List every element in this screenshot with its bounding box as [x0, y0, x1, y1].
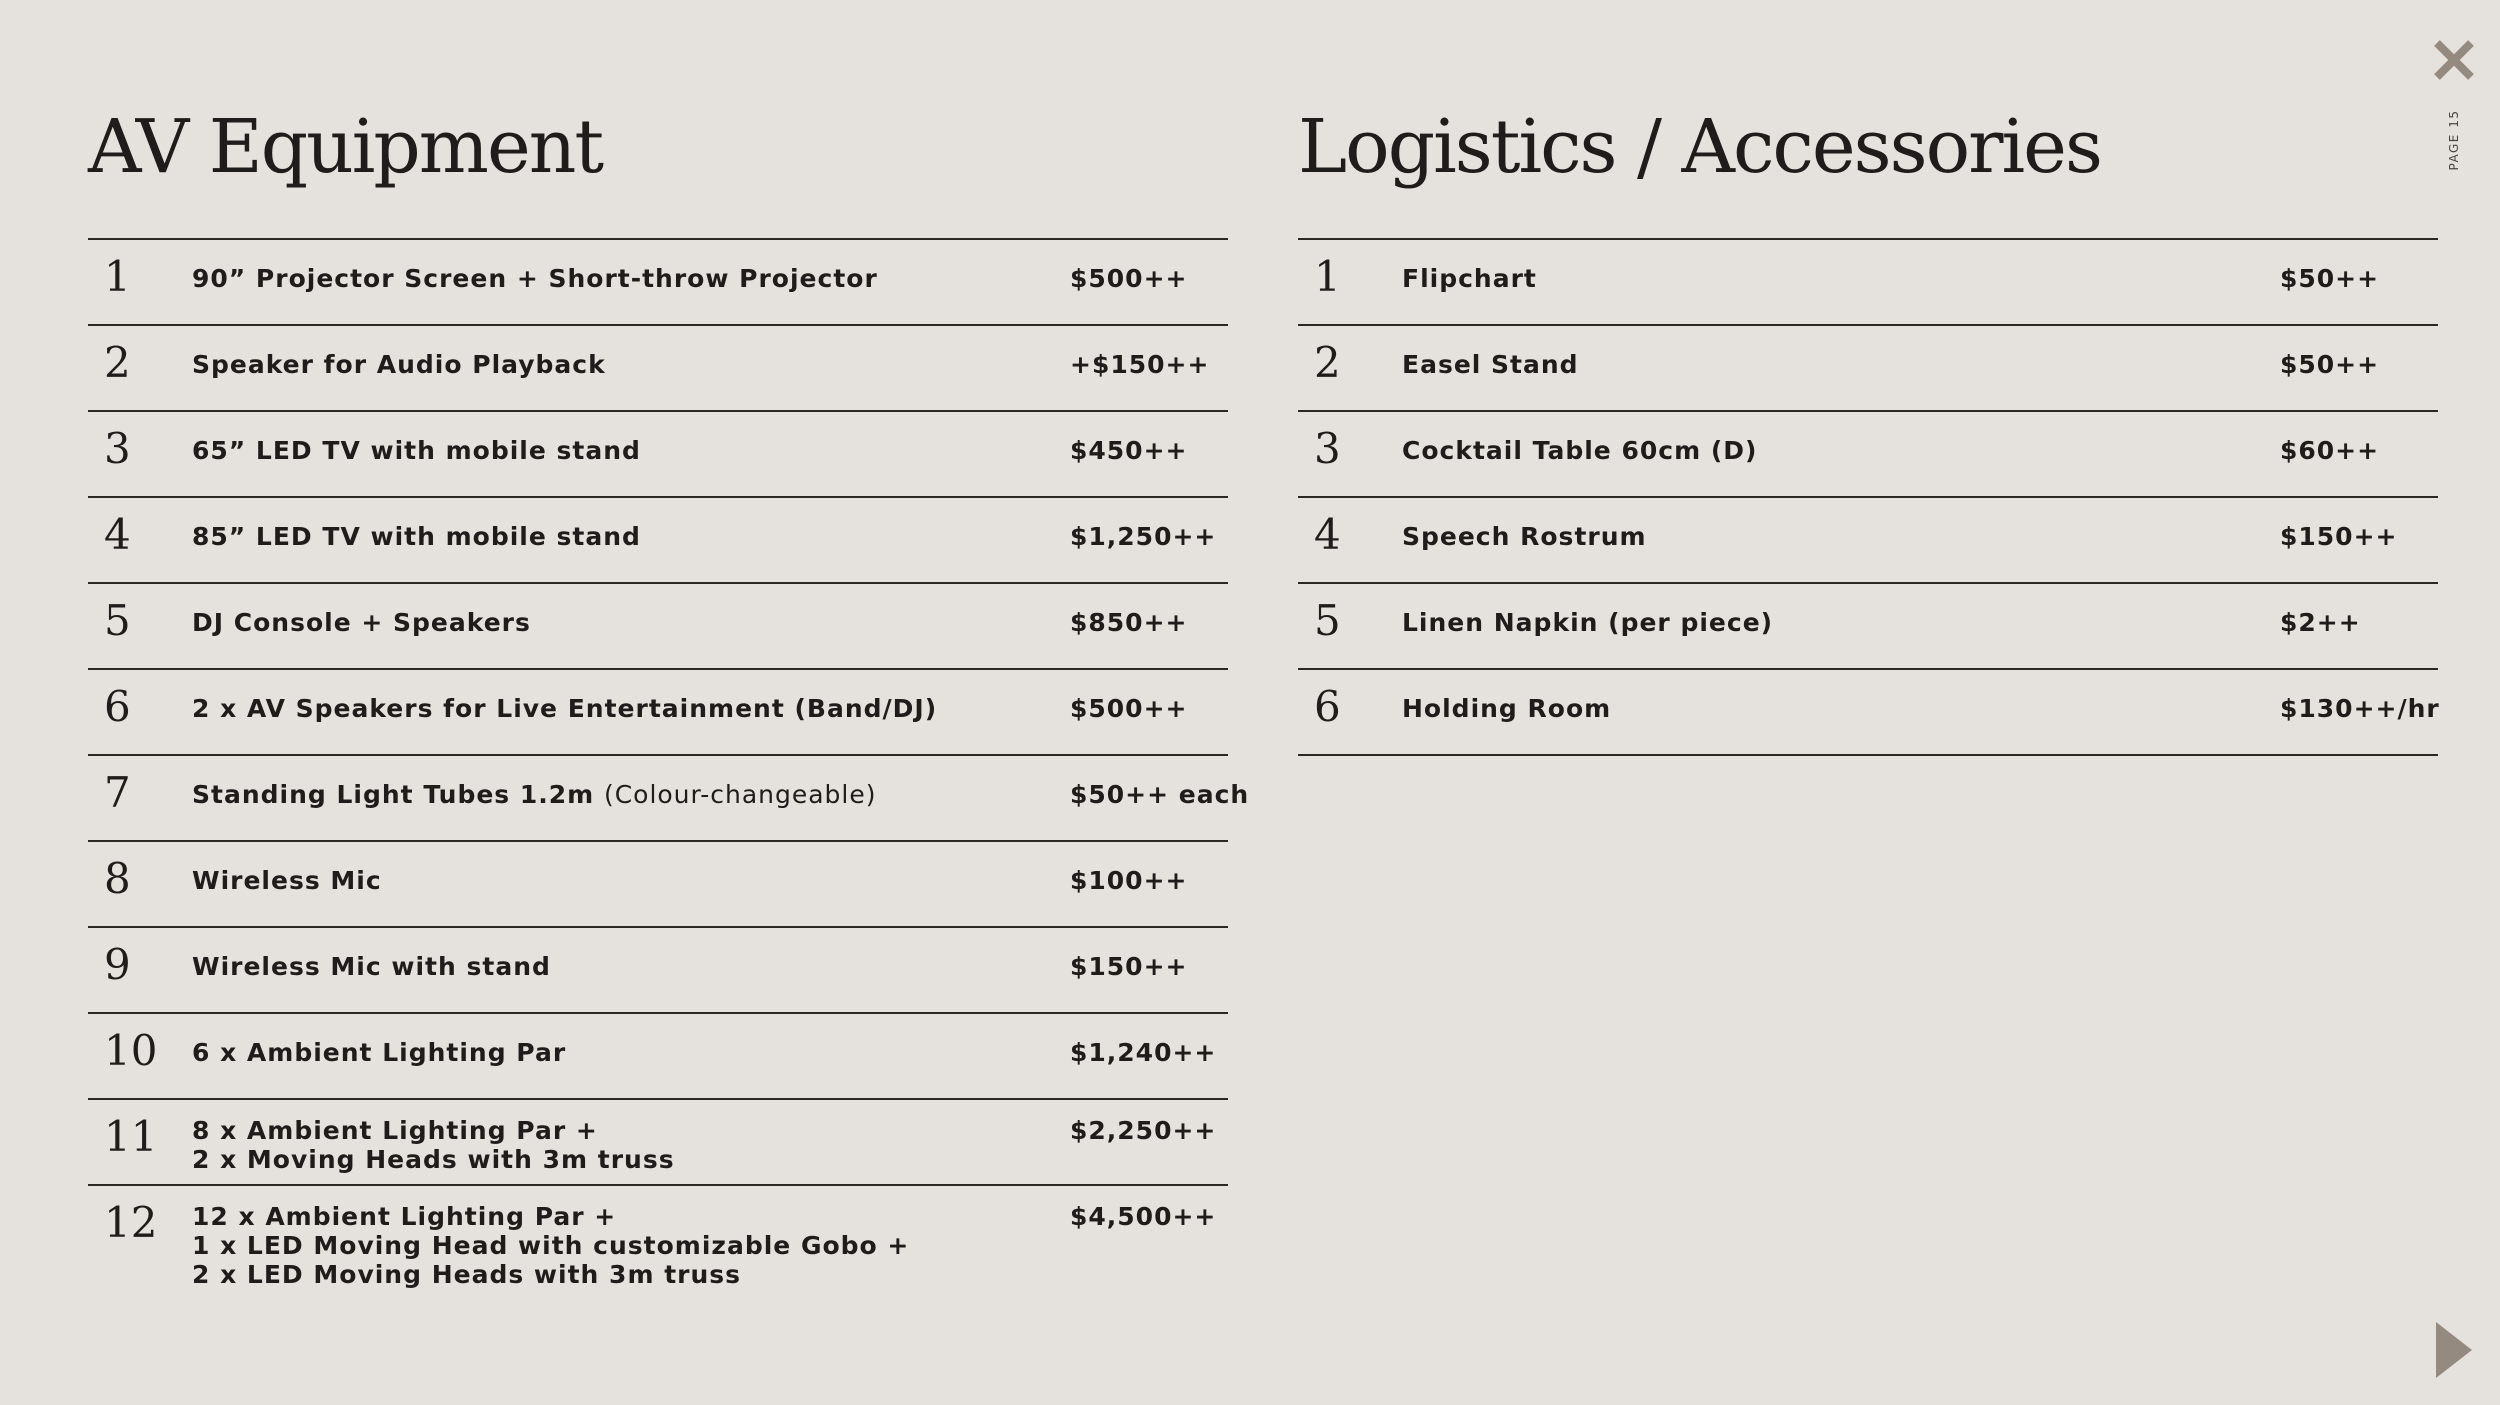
item-name: Wireless Mic [192, 866, 382, 895]
item-name: DJ Console + Speakers [192, 608, 531, 637]
av-item-row [88, 584, 1228, 670]
item-name: Standing Light Tubes 1.2m [192, 780, 595, 809]
item-price: $50++ [2280, 264, 2380, 293]
av-item-row [88, 412, 1228, 498]
item-name: 65” LED TV with mobile stand [192, 436, 641, 465]
item-number: 1 [104, 252, 131, 301]
item-price: $50++ [2280, 350, 2380, 379]
item-name: 8 x Ambient Lighting Par + 2 x Moving Heads with 3m truss [192, 1116, 675, 1174]
av-equipment-list [88, 238, 1250, 1301]
item-name: 2 x AV Speakers for Live Entertainment (Band/DJ) [192, 694, 938, 723]
item-name: Flipchart [1402, 264, 1537, 293]
av-item-row [88, 1100, 1228, 1186]
item-price: +$150++ [1070, 350, 1210, 379]
av-item-row [88, 1014, 1228, 1100]
logistics-item-row [1298, 498, 2438, 584]
av-item-row [88, 670, 1228, 756]
item-price: $150++ [2280, 522, 2398, 551]
item-number: 3 [1314, 424, 1341, 473]
av-item-row [88, 498, 1228, 584]
av-equipment-title: AV Equipment [88, 104, 603, 190]
item-number: 12 [104, 1198, 158, 1247]
logistics-item-row [1298, 584, 2438, 670]
item-number: 1 [1314, 252, 1341, 301]
item-price: $500++ [1070, 694, 1188, 723]
item-price: $1,240++ [1070, 1038, 1217, 1067]
item-price: $500++ [1070, 264, 1188, 293]
item-number: 3 [104, 424, 131, 473]
item-number: 4 [104, 510, 131, 559]
logistics-title: Logistics / Accessories [1298, 104, 2101, 190]
av-item-row [88, 756, 1250, 842]
item-number: 10 [104, 1026, 158, 1075]
logistics-item-row [1298, 670, 2438, 756]
item-number: 2 [104, 338, 131, 387]
item-name: Easel Stand [1402, 350, 1579, 379]
item-name: Holding Room [1402, 694, 1612, 723]
item-name: Wireless Mic with stand [192, 952, 551, 981]
item-number: 8 [104, 854, 131, 903]
item-name-wrapper [192, 780, 1012, 809]
close-icon[interactable] [2432, 38, 2476, 82]
item-number: 9 [104, 940, 131, 989]
logistics-item-row [1298, 412, 2438, 498]
logistics-list [1298, 238, 2438, 756]
item-price: $130++/hr [2280, 694, 2440, 723]
item-name: Linen Napkin (per piece) [1402, 608, 1774, 637]
item-price: $100++ [1070, 866, 1188, 895]
item-price: $2,250++ [1070, 1116, 1217, 1145]
item-number: 6 [104, 682, 131, 731]
item-price: $850++ [1070, 608, 1188, 637]
logistics-item-row [1298, 240, 2438, 326]
item-number: 6 [1314, 682, 1341, 731]
item-price: $150++ [1070, 952, 1188, 981]
item-price: $2++ [2280, 608, 2361, 637]
logistics-item-row [1298, 326, 2438, 412]
page-number-label: PAGE 15 [2447, 109, 2461, 171]
item-price: $50++ each [1070, 780, 1250, 809]
av-item-row [88, 1186, 1228, 1301]
item-number: 7 [104, 768, 131, 817]
item-number: 5 [104, 596, 131, 645]
item-name: Speaker for Audio Playback [192, 350, 606, 379]
item-name: 85” LED TV with mobile stand [192, 522, 641, 551]
item-name-note: (Colour-changeable) [603, 780, 877, 809]
item-name: Speech Rostrum [1402, 522, 1647, 551]
item-name: 6 x Ambient Lighting Par [192, 1038, 567, 1067]
item-price: $450++ [1070, 436, 1188, 465]
item-price: $60++ [2280, 436, 2380, 465]
item-name: 90” Projector Screen + Short-throw Projector [192, 264, 878, 293]
item-price: $4,500++ [1070, 1202, 1217, 1231]
next-arrow-icon[interactable] [2436, 1322, 2472, 1378]
item-number: 2 [1314, 338, 1341, 387]
av-item-row [88, 842, 1228, 928]
av-item-row [88, 240, 1228, 326]
item-number: 11 [104, 1112, 158, 1161]
item-number: 5 [1314, 596, 1341, 645]
item-name: Cocktail Table 60cm (D) [1402, 436, 1758, 465]
av-item-row [88, 326, 1228, 412]
item-name: 12 x Ambient Lighting Par + 1 x LED Moving Head with customizable Gobo + 2 x LED Moving Heads with 3m truss [192, 1202, 910, 1289]
item-price: $1,250++ [1070, 522, 1217, 551]
item-number: 4 [1314, 510, 1341, 559]
av-item-row [88, 928, 1228, 1014]
